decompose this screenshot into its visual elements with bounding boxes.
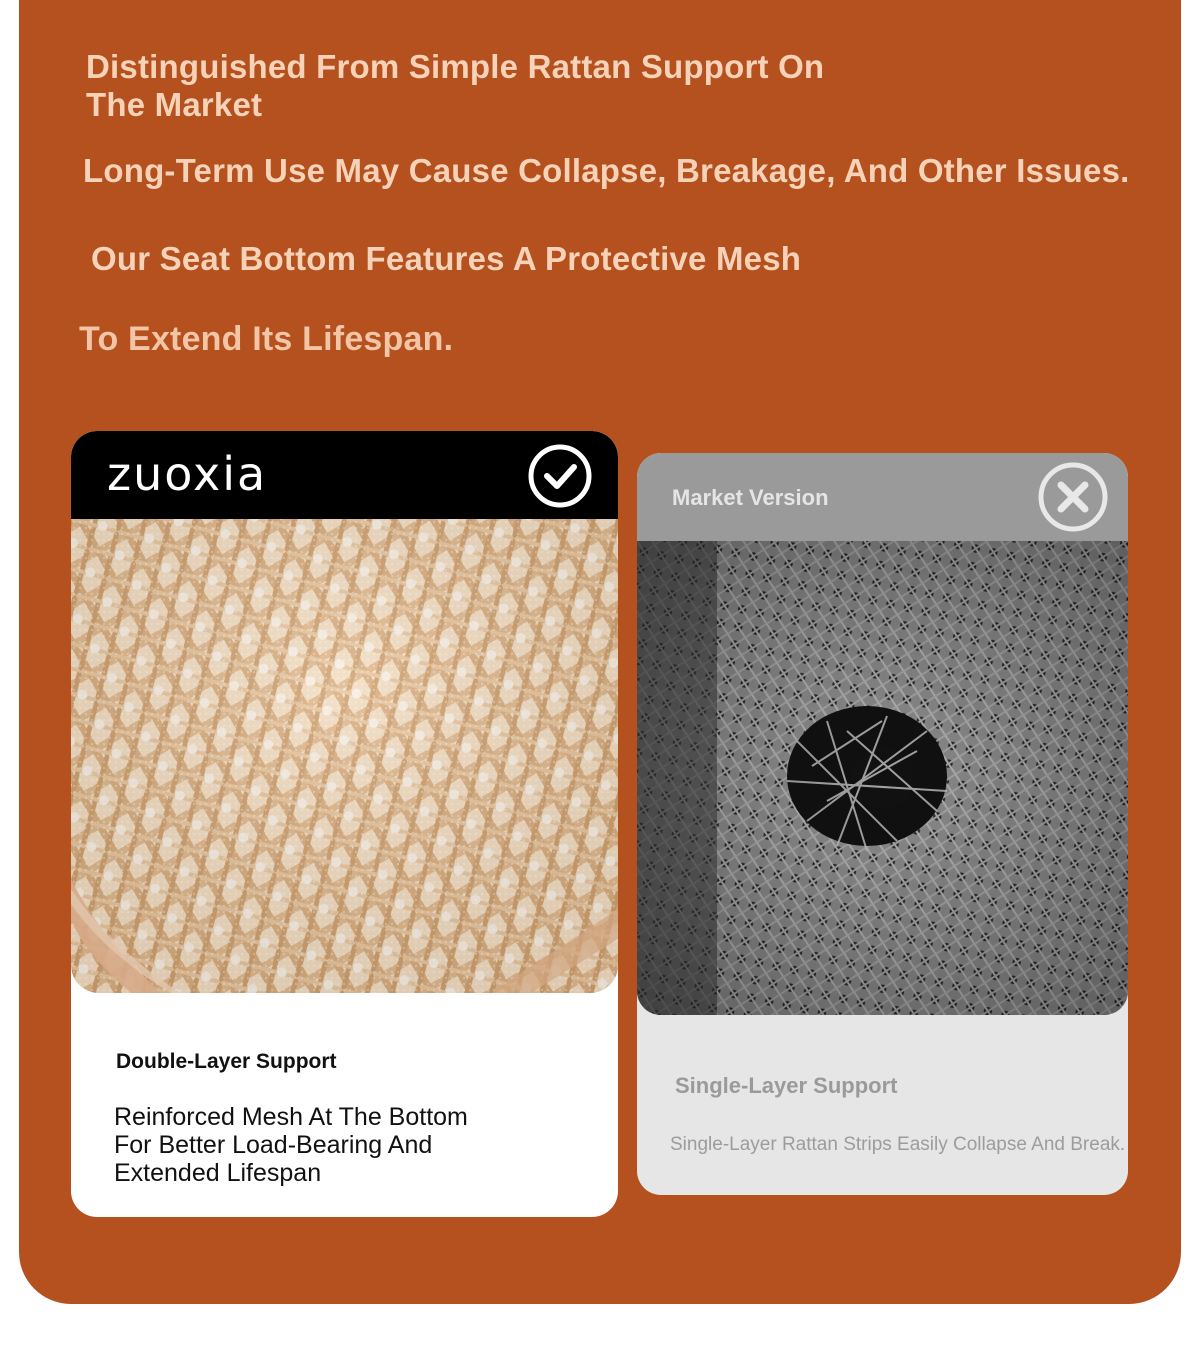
x-circle-icon xyxy=(1035,459,1111,535)
our-product-header xyxy=(71,431,618,519)
headline-extend-lifespan: To Extend Its Lifespan. xyxy=(79,320,454,358)
our-product-description: Reinforced Mesh At The Bottom For Better Load-Bearing And Extended Lifespan xyxy=(114,1103,468,1187)
headline-protective-mesh: Our Seat Bottom Features A Protective Mesh xyxy=(91,240,802,277)
our-product-title: Double-Layer Support xyxy=(116,1050,337,1073)
market-product-header xyxy=(637,453,1128,541)
headline-distinguished: Distinguished From Simple Rattan Support On The Market xyxy=(86,48,825,123)
headline-long-term-use: Long-Term Use May Cause Collapse, Breakage, And Other Issues. xyxy=(83,152,1130,189)
broken-single-layer-rattan-photo xyxy=(637,541,1128,1015)
brand-logo: zuoxia xyxy=(107,447,268,501)
market-version-label: Market Version xyxy=(672,485,829,510)
our-product-card xyxy=(71,431,618,1217)
market-product-title: Single-Layer Support xyxy=(675,1073,898,1098)
check-circle-icon xyxy=(527,443,593,509)
double-layer-rattan-mesh-photo xyxy=(71,519,618,993)
market-product-card xyxy=(637,453,1128,1195)
market-product-description: Single-Layer Rattan Strips Easily Collapse And Break. xyxy=(670,1134,1126,1155)
